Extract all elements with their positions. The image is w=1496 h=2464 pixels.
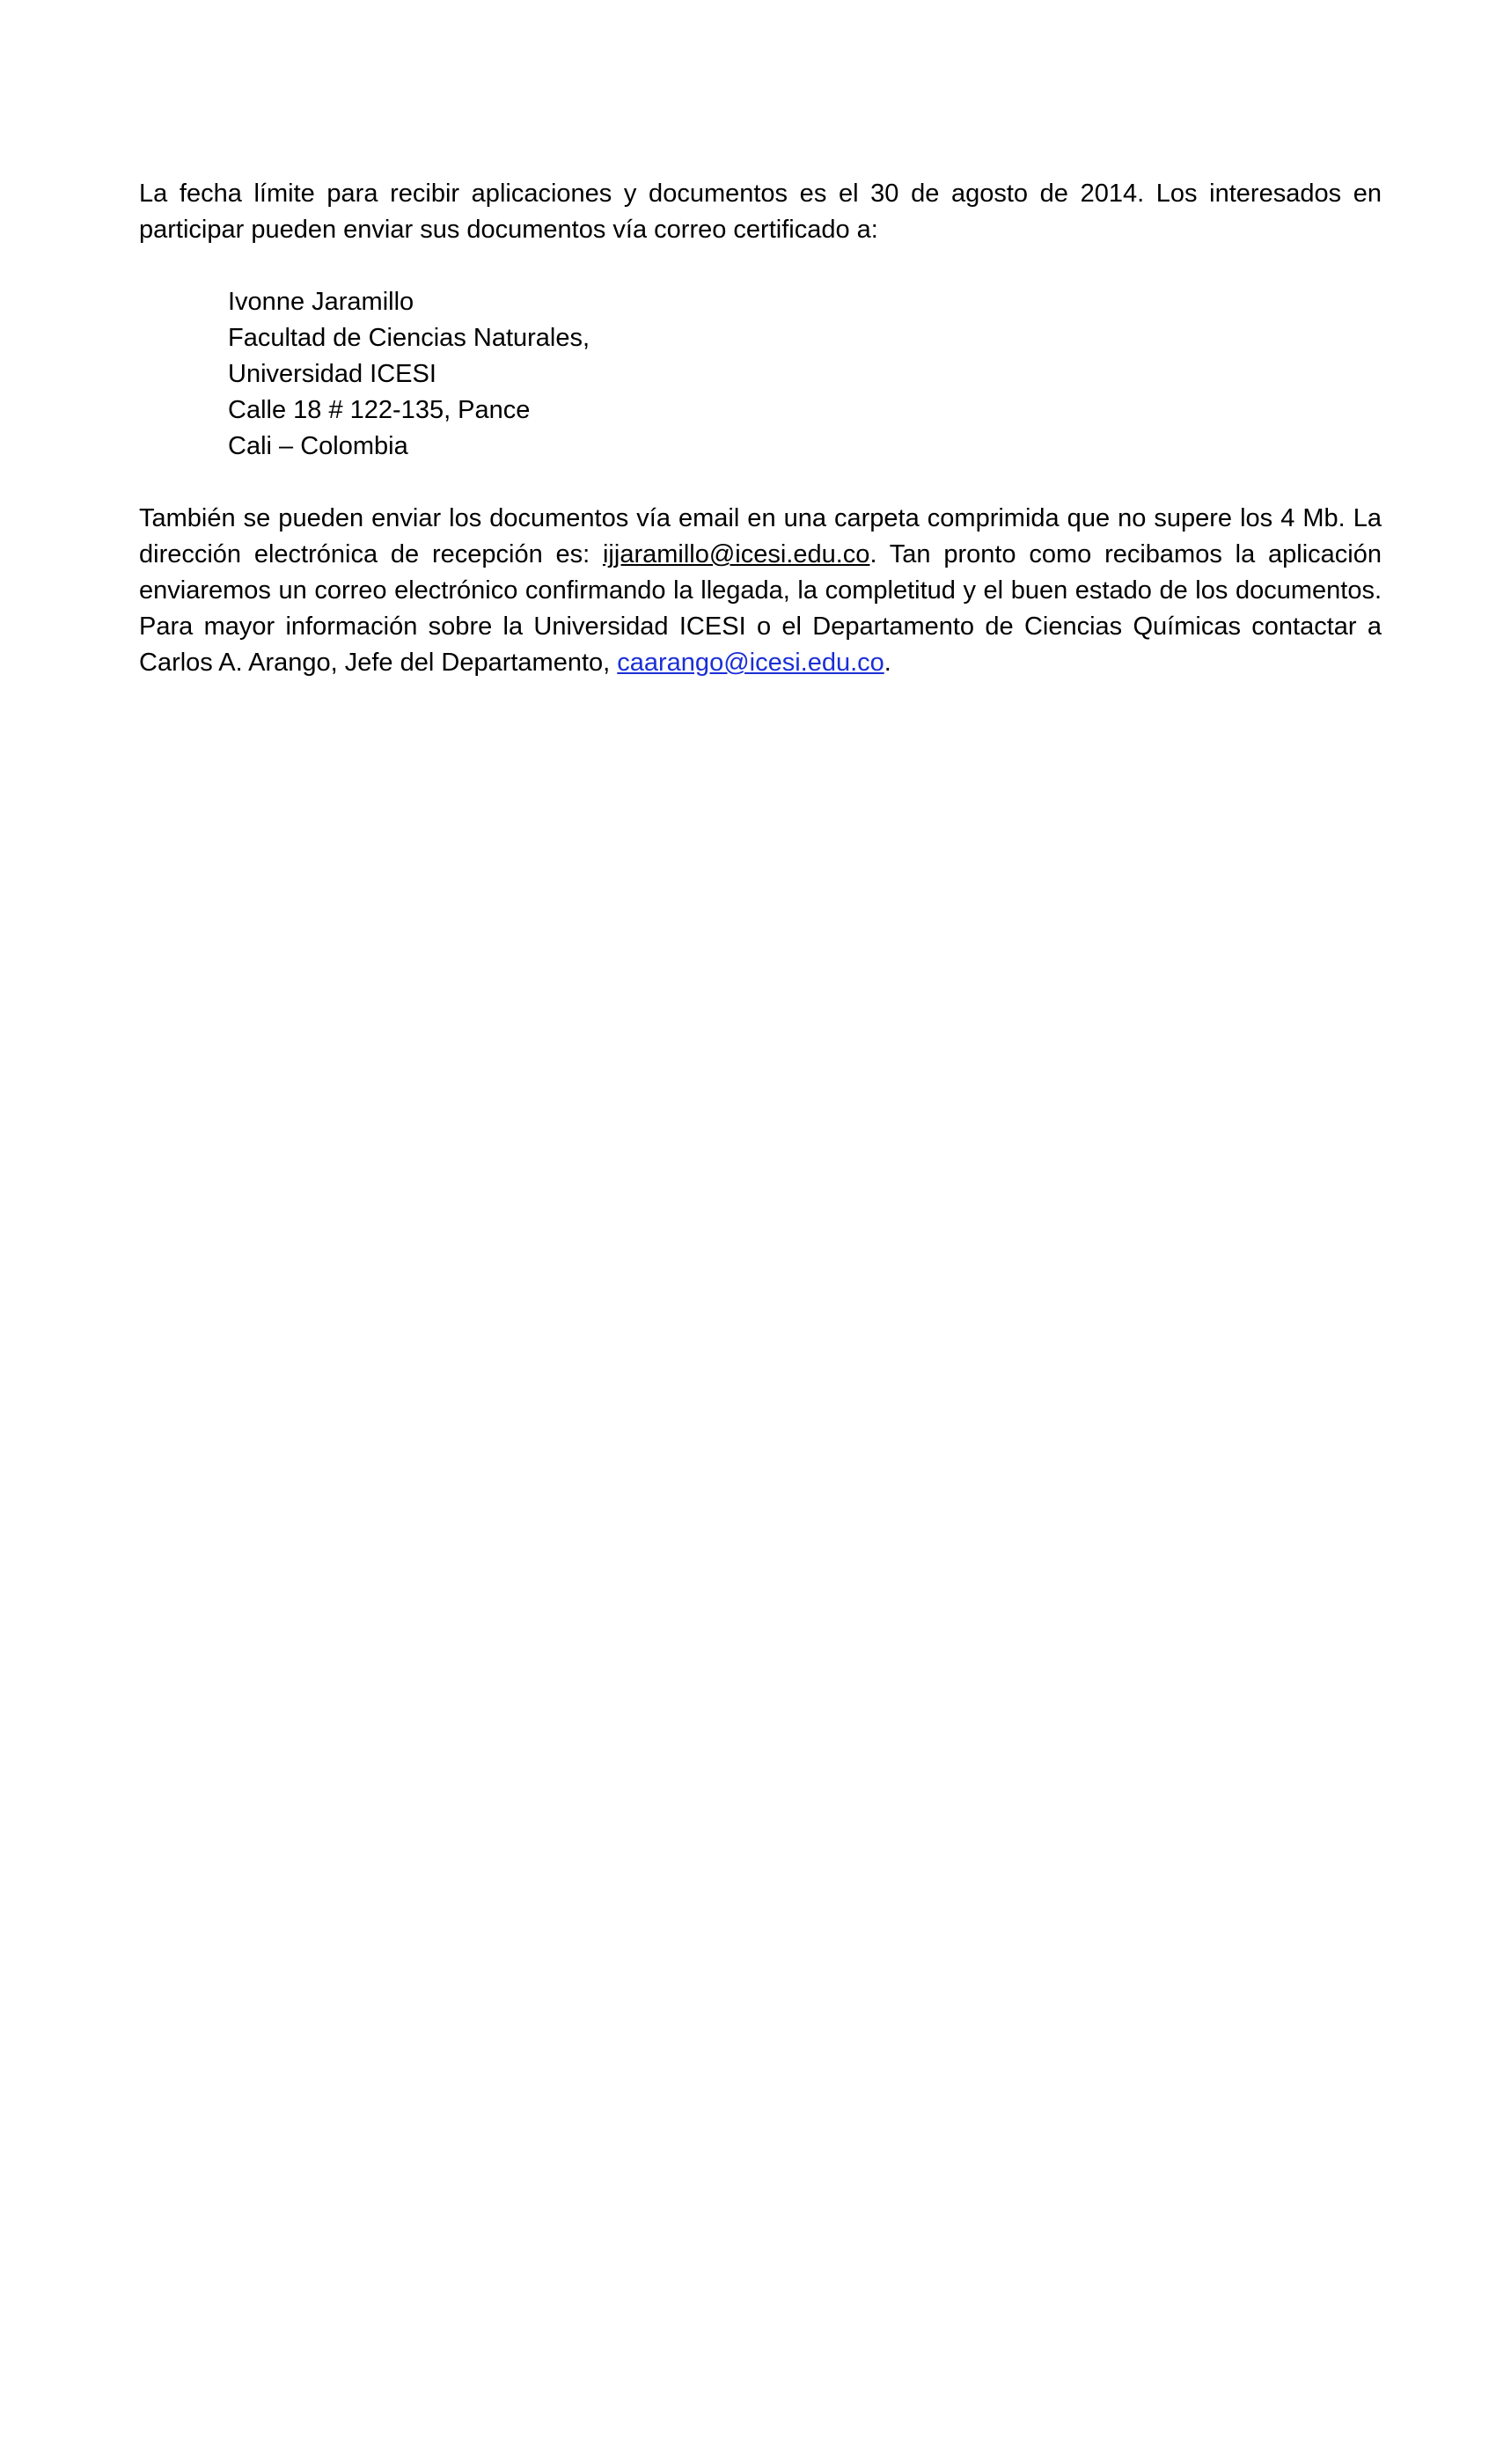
mailing-address	[228, 284, 1382, 465]
reception-email-link[interactable]: ijjaramillo@icesi.edu.co	[602, 540, 870, 568]
email-text-after: . Tan pronto como recibamos la aplicación enviaremos un correo electrónico confirmando la llegada, la completitud y el buen estado de los documentos. Para mayor información sobre la Universidad ICESI o el Departamento de Ciencias Químicas contactar a Carlos A. Arango, Jefe del Departamento,	[139, 540, 1382, 677]
email-text-end: .	[884, 649, 891, 677]
email-instructions-paragraph	[139, 501, 1382, 681]
deadline-paragraph: La fecha límite para recibir aplicaciones y documentos es el 30 de agosto de 2014. Los interesados en participar pueden enviar sus documentos vía correo certificado a:	[139, 180, 1382, 244]
address-faculty: Facultad de Ciencias Naturales,	[228, 324, 590, 352]
email-text-before: También se pueden enviar los documentos vía email en una carpeta comprimida que no supere los 4 Mb. La dirección electrónica de recepción es:	[139, 504, 1382, 568]
document-body	[139, 176, 1382, 681]
address-city: Cali – Colombia	[228, 432, 408, 460]
address-name: Ivonne Jaramillo	[228, 288, 414, 316]
address-university: Universidad ICESI	[228, 360, 436, 388]
contact-email-link[interactable]: caarango@icesi.edu.co	[617, 649, 884, 677]
address-street: Calle 18 # 122-135, Pance	[228, 396, 531, 424]
